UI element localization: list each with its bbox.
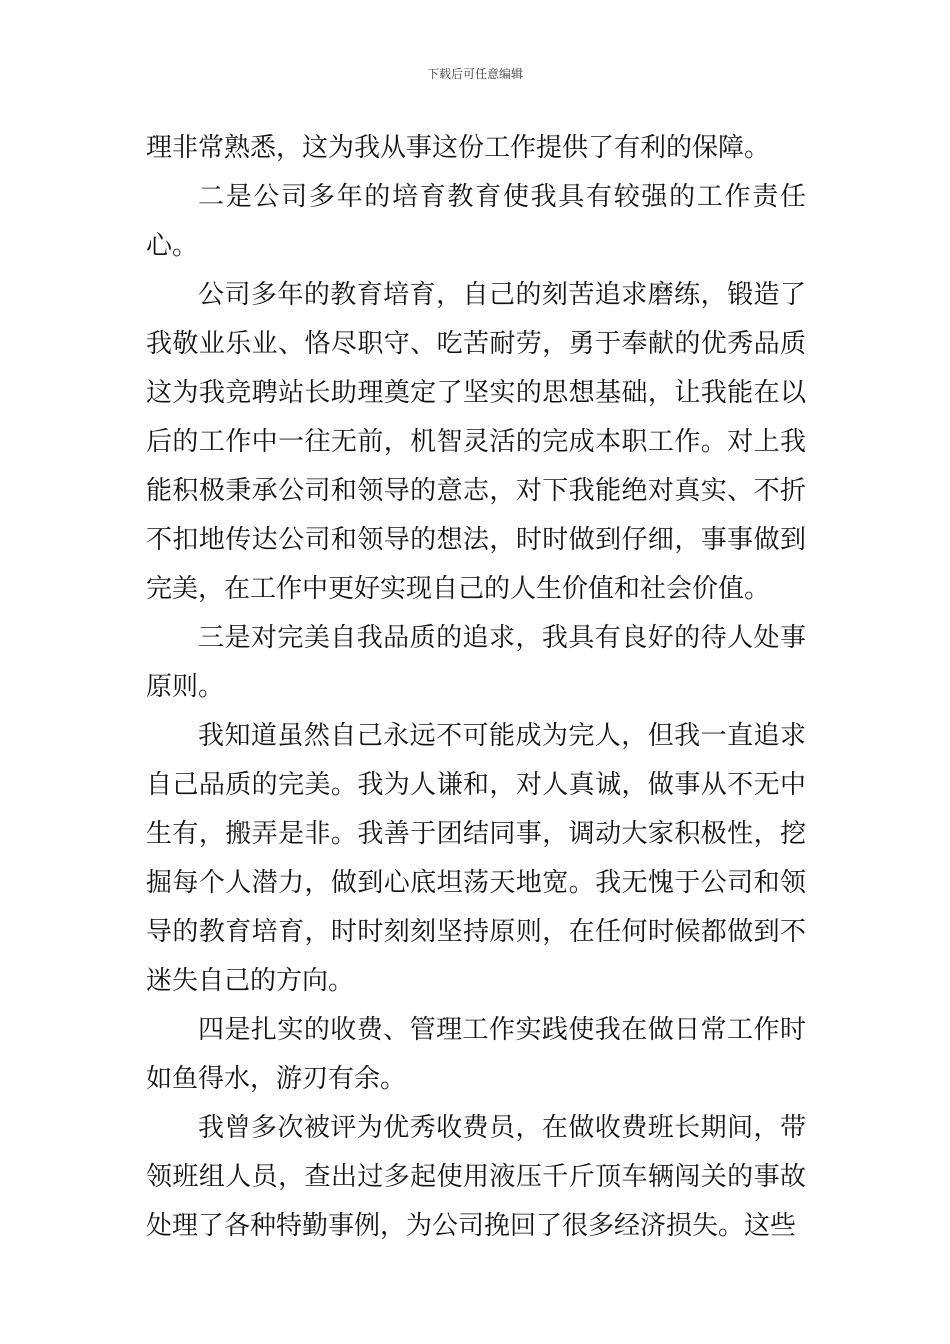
page-header: 下载后可任意编辑 [426,67,523,81]
paragraph-point-four: 四是扎实的收费、管理工作实践使我在做日常工作时如鱼得水，游刃有余。 [146,1015,806,1094]
paragraph-continuation: 理非常熟悉，这为我从事这份工作提供了有利的保障。 [146,133,771,163]
document-body [146,124,806,1251]
paragraph-point-two: 二是公司多年的培育教育使我具有较强的工作责任心。 [146,182,806,261]
paragraph-point-three: 三是对完美自我品质的追求，我具有良好的待人处事原则。 [146,623,806,702]
paragraph-body: 我知道虽然自己永远不可能成为完人，但我一直追求自己品质的完美。我为人谦和，对人真诚，做事从不无中生有，搬弄是非。我善于团结同事，调动大家积极性，挖掘每个人潜力，做到心底坦荡天地宽。我无愧于公司和领导的教育培育，时时刻刻坚持原则，在任何时候都做到不迷失自己的方向。 [146,721,806,996]
paragraph-body: 我曾多次被评为优秀收费员，在做收费班长期间，带领班组人员，查出过多起使用液压千斤顶车辆闯关的事故处理了各种特勤事例，为公司挽回了很多经济损失。这些 [146,1113,806,1241]
paragraph-body: 公司多年的教育培育，自己的刻苦追求磨练，锻造了我敬业乐业、恪尽职守、吃苦耐劳，勇于奉献的优秀品质这为我竞聘站长助理奠定了坚实的思想基础，让我能在以后的工作中一往无前，机智灵活的完成本职工作。对上我能积极秉承公司和领导的意志，对下我能绝对真实、不折不扣地传达公司和领导的想法，时时做到仔细，事事做到完美，在工作中更好实现自己的人生价值和社会价值。 [146,280,806,604]
